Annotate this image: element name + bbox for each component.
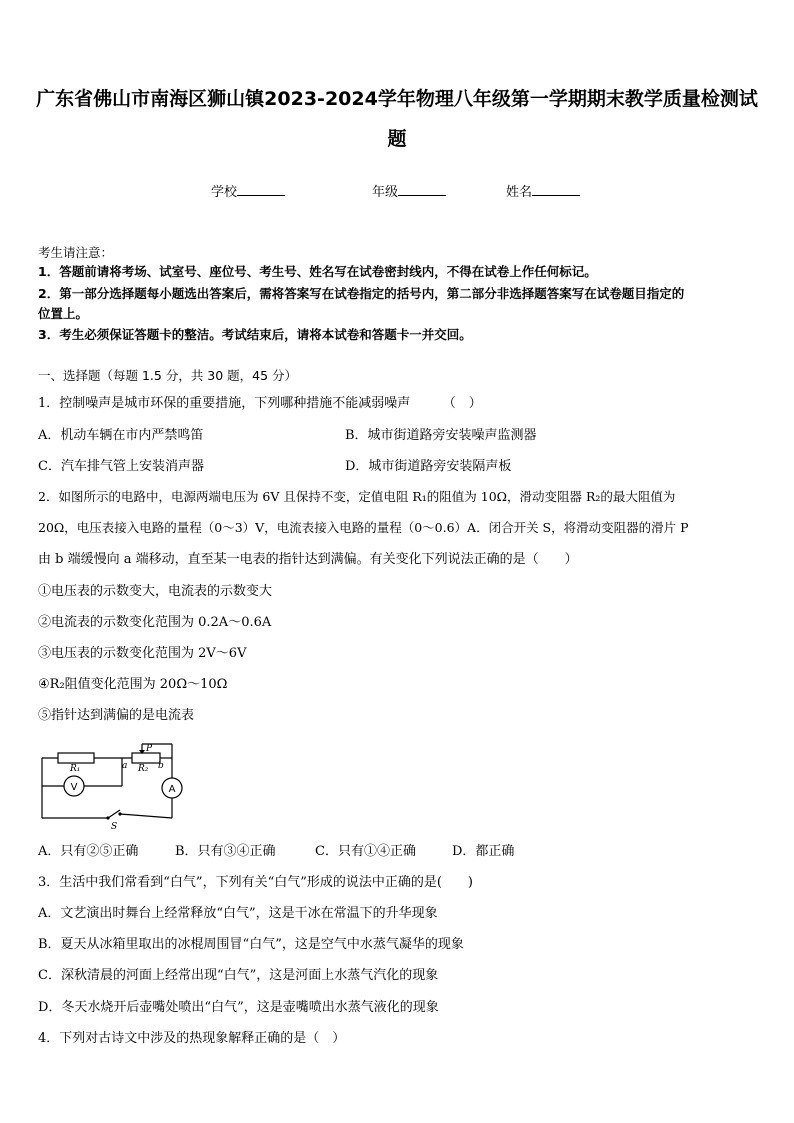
grade-field	[372, 181, 446, 200]
q1-option-d: D．城市街道路旁安装隔声板	[345, 459, 512, 474]
resistor-r2	[132, 753, 160, 763]
label-am: A	[168, 784, 176, 795]
label-r2: R₂	[138, 764, 149, 774]
q2-option-c: C．只有①④正确	[315, 844, 416, 859]
q4-stem: 4．下列对古诗文中涉及的热现象解释正确的是（ ）	[38, 1031, 346, 1046]
q2-stem-line2: 20Ω，电压表接入电路的量程（0～3）V，电流表接入电路的量程（0～0.6）A．闭合开关 S，将滑动变阻器的滑片 P	[38, 520, 689, 535]
q2-statement-5: ⑤指针达到满偏的是电流表	[38, 708, 195, 723]
exam-title-line1: 广东省佛山市南海区狮山镇2023-2024学年物理八年级第一学期期末教学质量检测试	[36, 88, 758, 110]
q2-statement-1: ①电压表的示数变大，电流表的示数变大	[38, 584, 273, 599]
q2-stem-line3: 由 b 端缓慢向 a 端移动，直至某一电表的指针达到满偏。有关变化下列说法正确的是（ ）	[38, 552, 578, 567]
switch-contact-right	[118, 812, 121, 815]
q2-option-d: D．都正确	[452, 844, 515, 859]
school-field	[211, 181, 285, 200]
q2-statement-2: ②电流表的示数变化范围为 0.2A～0.6A	[38, 615, 272, 630]
label-v: V	[70, 782, 78, 793]
circuit-diagram	[38, 738, 188, 830]
exam-title-line2: 题	[387, 128, 407, 150]
section-heading: 一、选择题（每题 1.5 分，共 30 题，45 分）	[38, 368, 298, 383]
resistor-r1	[58, 753, 94, 763]
q3-stem: 3．生活中我们常看到“白气”，下列有关“白气”形成的说法中正确的是( )	[38, 875, 473, 890]
grade-label: 年级	[372, 185, 399, 200]
q1-stem: 1．控制噪声是城市环保的重要措施，下列哪种措施不能减弱噪声 （ ）	[38, 396, 482, 411]
grade-blank	[398, 183, 446, 196]
school-label: 学校	[211, 185, 238, 200]
name-label: 姓名	[506, 185, 533, 200]
school-blank	[237, 183, 285, 196]
q3-option-d: D．冬天水烧开后壶嘴处喷出“白气”，这是壶嘴喷出水蒸气液化的现象	[38, 1000, 439, 1015]
q3-option-b: B．夏天从冰箱里取出的冰棍周围冒“白气”，这是空气中水蒸气凝华的现象	[38, 937, 464, 952]
q1-option-a: A．机动车辆在市内严禁鸣笛	[38, 428, 204, 443]
name-blank	[532, 183, 580, 196]
q1-option-b: B．城市街道路旁安装噪声监测器	[345, 428, 537, 443]
q3-option-c: C．深秋清晨的河面上经常出现“白气”，这是河面上水蒸气汽化的现象	[38, 968, 439, 983]
label-s: S	[111, 822, 118, 830]
label-p: P	[146, 744, 153, 754]
notice-item-2: 2．第一部分选择题每小题选出答案后，需将答案写在试卷指定的括号内，第二部分非选择题答案写在试卷题目指定的	[38, 286, 685, 301]
q3-option-a: A．文艺演出时舞台上经常释放“白气”，这是干冰在常温下的升华现象	[38, 906, 438, 921]
switch-contact-left	[106, 816, 109, 819]
label-b: b	[158, 761, 164, 771]
q1-option-c: C．汽车排气管上安装消声器	[38, 459, 204, 474]
q2-option-b: B．只有③④正确	[175, 844, 276, 859]
q2-stem-line1: 2．如图所示的电路中，电源两端电压为 6V 且保持不变，定值电阻 R₁的阻值为 10Ω，滑动变阻器 R₂的最大阻值为	[38, 489, 676, 504]
notice-heading: 考生请注意：	[38, 245, 114, 260]
name-field	[506, 181, 580, 200]
notice-item-3: 3．考生必须保证答题卡的整洁。考试结束后，请将本试卷和答题卡一并交回。	[38, 327, 472, 342]
q2-statement-3: ③电压表的示数变化范围为 2V～6V	[38, 646, 247, 661]
notice-item-2-cont: 位置上。	[38, 306, 89, 321]
q2-option-a: A．只有②⑤正确	[38, 844, 139, 859]
q2-statement-4: ④R₂阻值变化范围为 20Ω～10Ω	[38, 677, 228, 692]
label-r1: R₁	[70, 764, 81, 774]
notice-item-1: 1．答题前请将考场、试室号、座位号、考生号、姓名写在试卷密封线内，不得在试卷上作任何标记。	[38, 264, 597, 279]
label-a: a	[122, 761, 128, 771]
